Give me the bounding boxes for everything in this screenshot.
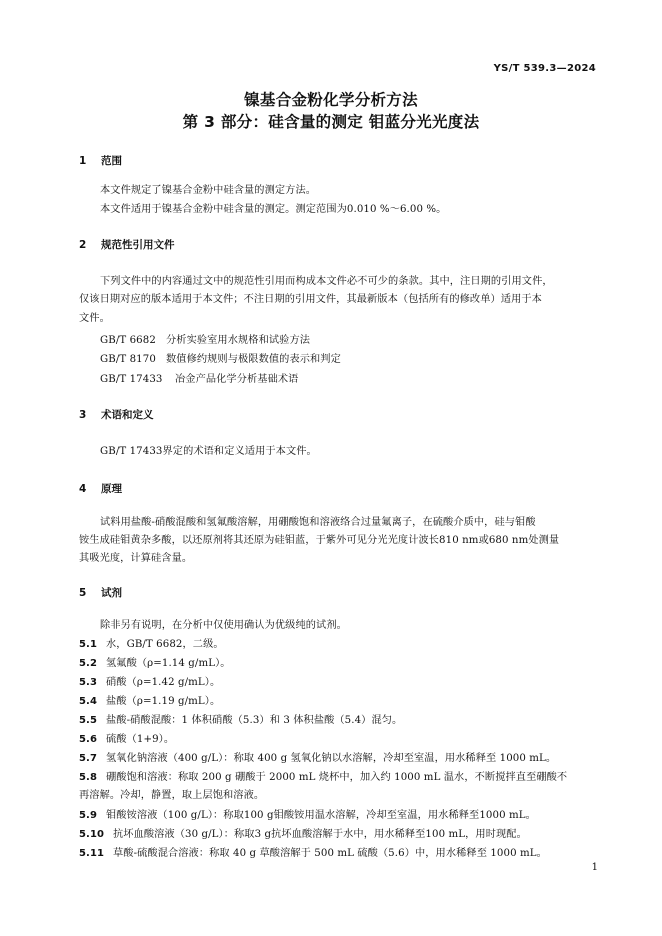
reagent-item bbox=[79, 733, 174, 746]
item-number: 5.7 bbox=[79, 753, 98, 764]
section-4-heading bbox=[79, 481, 122, 496]
paragraph-line: 下列文件中的内容通过文中的规范性引用而构成本文件必不可少的条款。其中，注日期的引用文件， bbox=[100, 276, 553, 287]
item-number: 5.11 bbox=[79, 848, 105, 859]
reagent-item bbox=[79, 676, 220, 689]
section-number: 1 bbox=[79, 155, 87, 167]
reagent-item bbox=[79, 695, 220, 708]
paragraph-line: 铵生成硅钼黄杂多酸，以还原剂将其还原为硅钼蓝，于紫外可见分光光度计波长810 nm或680 nm处测量 bbox=[79, 535, 560, 546]
normative-reference bbox=[100, 334, 310, 347]
paragraph: 本文件适用于镍基合金粉中硅含量的测定。测定范围为0.010 %～6.00 %。 bbox=[100, 204, 447, 215]
section-1-heading bbox=[79, 153, 122, 168]
reagent-item bbox=[79, 809, 536, 822]
item-text: 钼酸铵溶液（100 g/L）：称取100 g钼酸铵用温水溶解，冷却至室温，用水稀释至1000 mL。 bbox=[106, 810, 536, 821]
page-number: 1 bbox=[591, 862, 598, 873]
reference-title: 冶金产品化学分析基础术语 bbox=[175, 374, 299, 385]
reagent-item bbox=[79, 828, 527, 841]
item-number: 5.4 bbox=[79, 696, 98, 707]
reagent-item bbox=[79, 714, 402, 727]
standard-code: YS/T 539.3—2024 bbox=[493, 63, 596, 74]
paragraph-line: 仅该日期对应的版本适用于本文件；不注日期的引用文件，其最新版本（包括所有的修改单）适用于本 bbox=[79, 294, 542, 305]
section-number: 5 bbox=[79, 587, 87, 599]
item-text: 硼酸饱和溶液：称取 200 g 硼酸于 2000 mL 烧杯中，加入约 1000 mL 温水，不断搅拌直至硼酸不 bbox=[106, 772, 568, 783]
item-text: 盐酸-硝酸混酸：1 体积硝酸（5.3）和 3 体积盐酸（5.4）混匀。 bbox=[106, 715, 403, 726]
reagent-item bbox=[79, 638, 224, 651]
section-title: 规范性引用文件 bbox=[101, 239, 175, 251]
section-5-heading bbox=[79, 585, 122, 600]
item-number: 5.3 bbox=[79, 677, 98, 688]
item-number: 5.9 bbox=[79, 810, 98, 821]
item-text: 水，GB/T 6682，二级。 bbox=[106, 639, 224, 650]
item-text: 盐酸（ρ=1.19 g/mL）。 bbox=[106, 696, 221, 707]
reference-code: GB/T 6682 bbox=[100, 335, 156, 346]
section-number: 2 bbox=[79, 239, 87, 251]
paragraph-line: 其吸光度，计算硅含量。 bbox=[79, 553, 193, 564]
document-title: 镍基合金粉化学分析方法 bbox=[244, 91, 418, 109]
normative-reference bbox=[100, 353, 341, 366]
reagent-item bbox=[79, 752, 556, 765]
item-text: 硫酸（1+9）。 bbox=[106, 734, 175, 745]
item-text: 氢氧化钠溶液（400 g/L）：称取 400 g 氢氧化钠以水溶解，冷却至室温，用水稀释至 1000 mL。 bbox=[106, 753, 557, 764]
item-number: 5.6 bbox=[79, 734, 98, 745]
reference-code: GB/T 8170 bbox=[100, 354, 156, 365]
section-number: 3 bbox=[79, 409, 87, 421]
section-title: 范围 bbox=[101, 155, 122, 167]
section-title: 原理 bbox=[101, 483, 122, 495]
paragraph-line: 试料用盐酸-硝酸混酸和氢氟酸溶解，用硼酸饱和溶液络合过量氟离子，在硫酸介质中，硅与钼酸 bbox=[100, 517, 536, 528]
normative-reference bbox=[100, 373, 298, 386]
reagent-item bbox=[79, 771, 567, 784]
reagent-item bbox=[79, 657, 231, 670]
reference-title: 分析实验室用水规格和试验方法 bbox=[166, 335, 311, 346]
item-text: 抗坏血酸溶液（30 g/L）：称取3 g抗坏血酸溶解于水中，用水稀释至100 mL，用时现配。 bbox=[113, 829, 527, 840]
item-text: 硝酸（ρ=1.42 g/mL）。 bbox=[106, 677, 221, 688]
section-number: 4 bbox=[79, 483, 87, 495]
item-number: 5.2 bbox=[79, 658, 98, 669]
reference-title: 数值修约规则与极限数值的表示和判定 bbox=[166, 354, 341, 365]
reagent-item-continuation: 再溶解。冷却，静置，取上层饱和溶液。 bbox=[79, 790, 265, 801]
reagent-item bbox=[79, 847, 547, 860]
paragraph: GB/T 17433界定的术语和定义适用于本文件。 bbox=[100, 446, 317, 457]
section-3-heading bbox=[79, 407, 154, 422]
item-text: 氢氟酸（ρ=1.14 g/mL）。 bbox=[106, 658, 231, 669]
reference-code: GB/T 17433 bbox=[100, 374, 163, 385]
item-number: 5.5 bbox=[79, 715, 98, 726]
item-text: 草酸-硫酸混合溶液：称取 40 g 草酸溶解于 500 mL 硫酸（5.6）中，用水稀释至 1000 mL。 bbox=[113, 848, 547, 859]
paragraph-line: 文件。 bbox=[79, 313, 110, 324]
section-title: 试剂 bbox=[101, 587, 122, 599]
item-number: 5.8 bbox=[79, 772, 98, 783]
section-2-heading bbox=[79, 237, 175, 252]
section-title: 术语和定义 bbox=[101, 409, 154, 421]
paragraph: 本文件规定了镍基合金粉中硅含量的测定方法。 bbox=[100, 185, 317, 196]
item-number: 5.10 bbox=[79, 829, 105, 840]
paragraph: 除非另有说明，在分析中仅使用确认为优级纯的试剂。 bbox=[100, 620, 347, 631]
item-number: 5.1 bbox=[79, 639, 98, 650]
document-subtitle: 第 3 部分：硅含量的测定 钼蓝分光光度法 bbox=[182, 113, 480, 131]
